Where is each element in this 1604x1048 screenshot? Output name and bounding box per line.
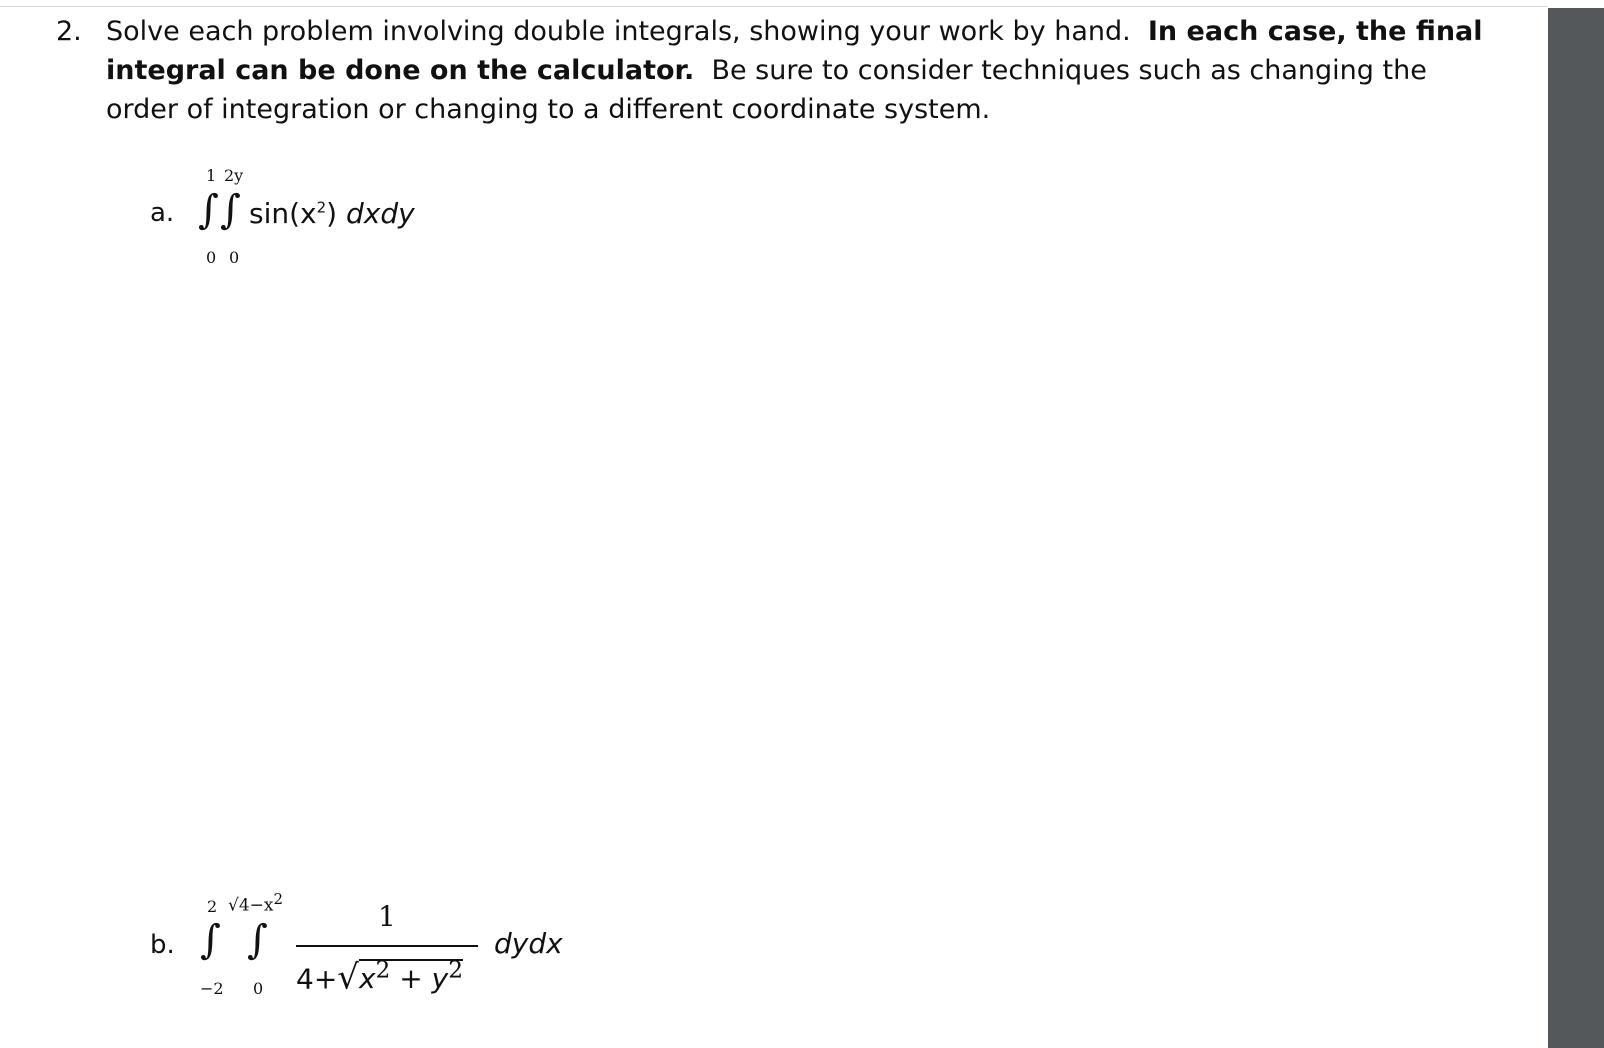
part-a-differential: dxdy [346, 197, 415, 230]
part-a-label: a. [150, 198, 175, 228]
part-b-inner-upper: $√4-x^2$ [228, 890, 284, 916]
part-b-label: b. [150, 930, 175, 960]
integral-sign: ∫ [200, 917, 221, 963]
part-a-outer-lower: 0 [206, 248, 217, 267]
viewer-scroll-gutter[interactable] [1548, 8, 1604, 1048]
part-a-outer-upper: 1 [206, 166, 217, 185]
part-b-inner-lower: 0 [253, 979, 264, 998]
part-b-outer-upper: 2 [207, 897, 218, 916]
fraction-numerator: 1 [378, 900, 396, 933]
part-a-integrand: $\sin(x^2)$ dxdy [249, 197, 415, 230]
fraction-denominator: $4+√x^2 + y^2$ [296, 956, 464, 998]
problem-tail: Be sure to consider techniques such as changing the order of integration or changing to a different coordinate system. [106, 55, 1427, 125]
problem-intro: Solve each problem involving double integrals, showing your work by hand. [106, 16, 1131, 47]
problem-text [106, 12, 1496, 129]
page-top-border [0, 6, 1548, 7]
integral-sign: ∫ [198, 187, 219, 233]
problem-statement [56, 12, 1496, 129]
integral-sign: ∫ [220, 187, 241, 233]
part-a-inner-upper: 2y [224, 166, 244, 185]
fraction-bar [296, 945, 478, 947]
problem-bold-note: In each case, the final integral can be done on the calculator. [106, 16, 1483, 86]
part-b-outer-lower: −2 [200, 979, 224, 998]
part-b-differential: dydx [494, 927, 563, 960]
problem-number: 2. [56, 16, 82, 47]
integral-sign: ∫ [247, 917, 268, 963]
part-a-inner-lower: 0 [229, 248, 240, 267]
